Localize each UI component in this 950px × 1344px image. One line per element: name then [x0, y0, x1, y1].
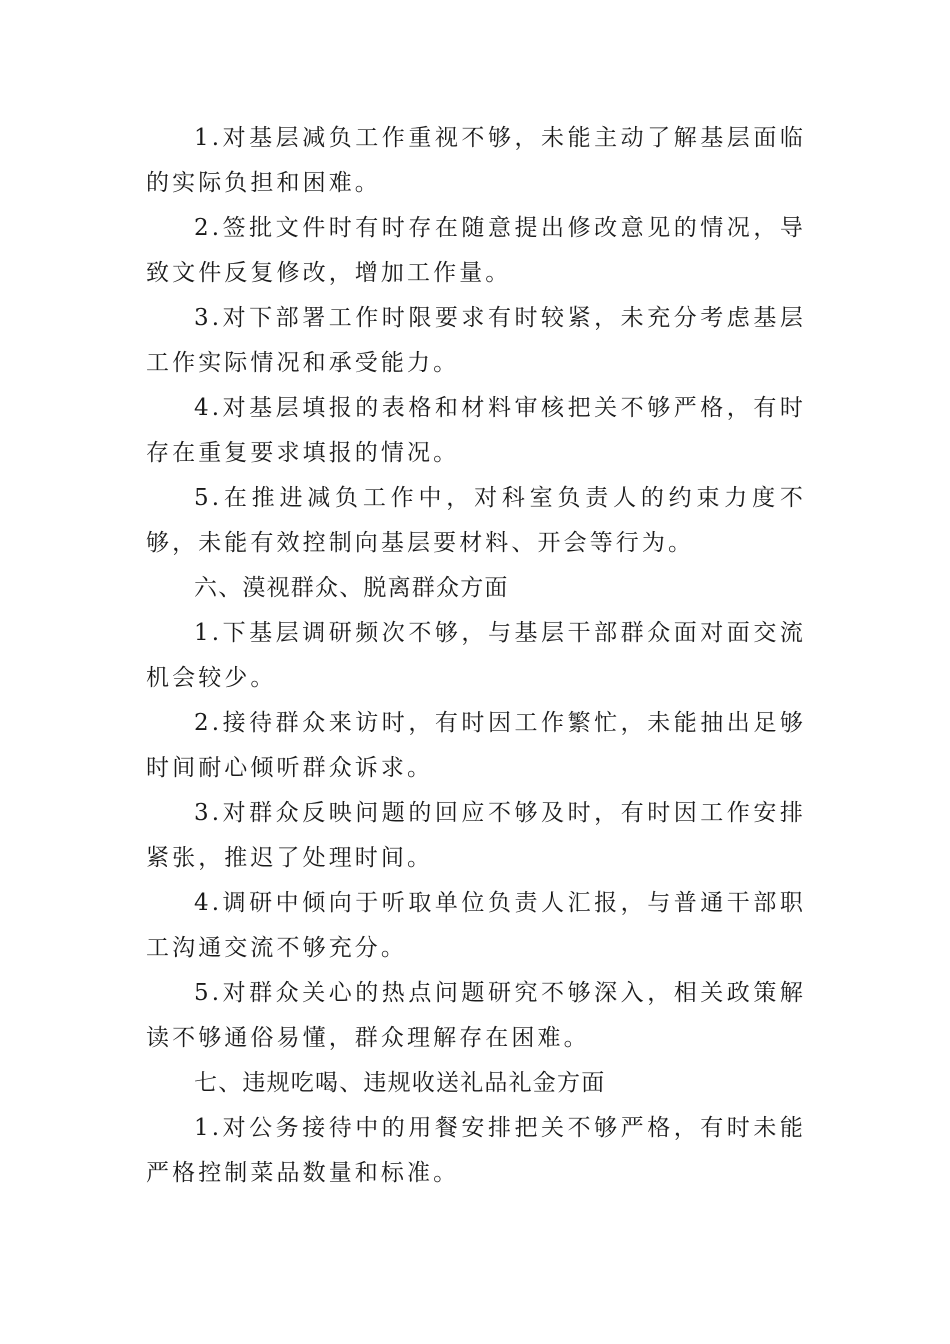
section-heading-6: 六、漠视群众、脱离群众方面 [194, 575, 509, 601]
paragraph-item-5: 5.对群众关心的热点问题研究不够深入，相关政策解读不够通俗易懂，群众理解存在困难。 [146, 980, 806, 1051]
section-heading-7: 七、违规吃喝、违规收送礼品礼金方面 [194, 1070, 606, 1096]
paragraph-item-3: 3.对下部署工作时限要求有时较紧，未充分考虑基层工作实际情况和承受能力。 [146, 305, 806, 376]
document-page [146, 116, 806, 1196]
paragraph-item-4: 4.对基层填报的表格和材料审核把关不够严格，有时存在重复要求填报的情况。 [146, 395, 806, 466]
paragraph-item-4: 4.调研中倾向于听取单位负责人汇报，与普通干部职工沟通交流不够充分。 [146, 890, 806, 961]
paragraph-item-1: 1.下基层调研频次不够，与基层干部群众面对面交流机会较少。 [146, 620, 806, 691]
paragraph-item-1: 1.对公务接待中的用餐安排把关不够严格，有时未能严格控制菜品数量和标准。 [146, 1115, 806, 1186]
paragraph-item-2: 2.签批文件时有时存在随意提出修改意见的情况，导致文件反复修改，增加工作量。 [146, 215, 806, 286]
paragraph-item-1: 1.对基层减负工作重视不够，未能主动了解基层面临的实际负担和困难。 [146, 125, 806, 196]
paragraph-item-5: 5.在推进减负工作中，对科室负责人的约束力度不够，未能有效控制向基层要材料、开会等行为。 [146, 485, 806, 556]
paragraph-item-3: 3.对群众反映问题的回应不够及时，有时因工作安排紧张，推迟了处理时间。 [146, 800, 806, 871]
paragraph-item-2: 2.接待群众来访时，有时因工作繁忙，未能抽出足够时间耐心倾听群众诉求。 [146, 710, 806, 781]
